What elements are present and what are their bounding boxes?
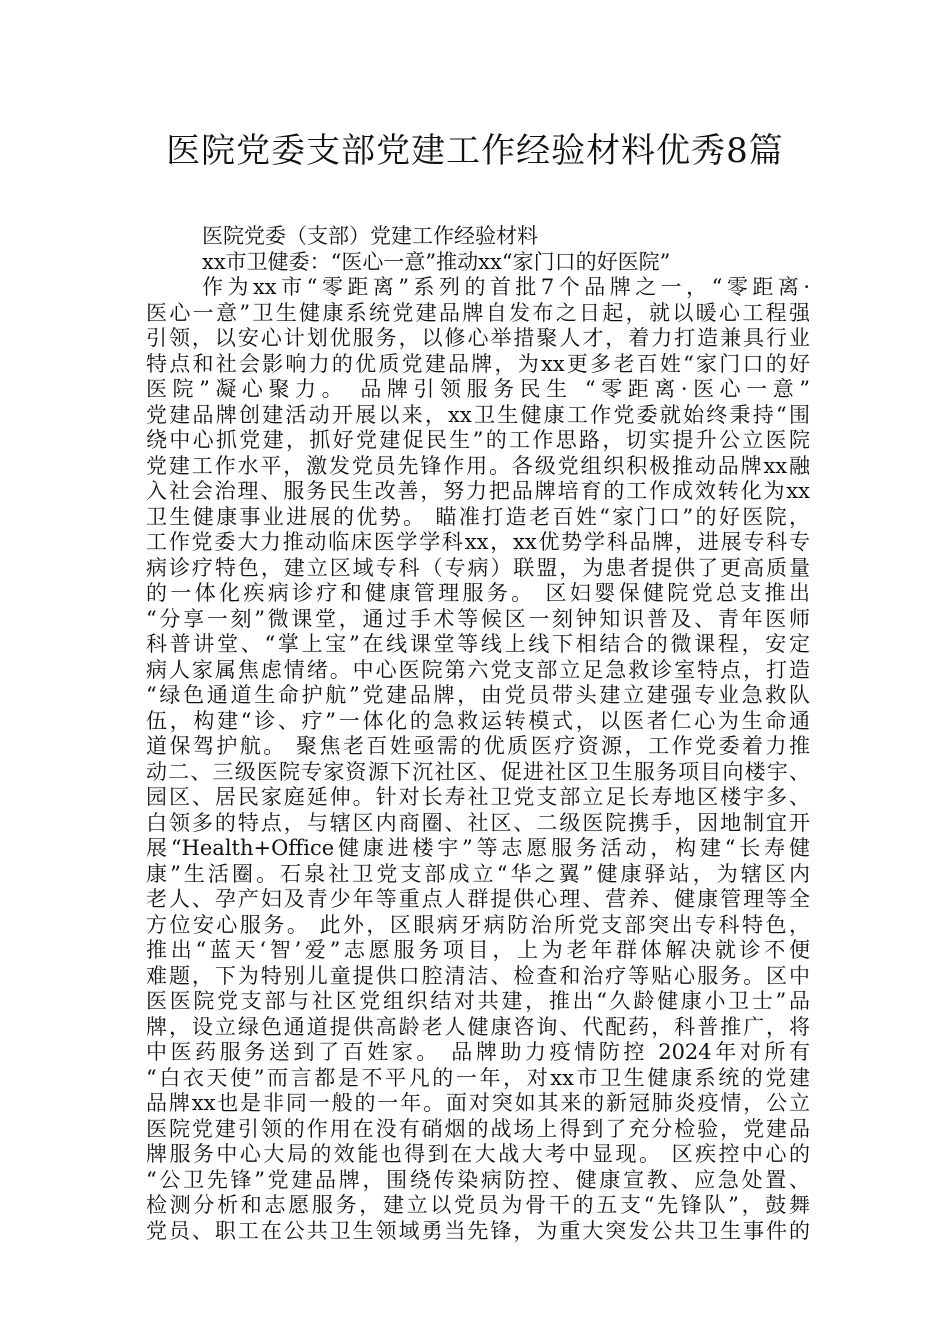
body-line: 康”生活圈。石泉社卫党支部成立“华之翼”健康驿站，为辖区内 xyxy=(146,861,810,886)
body-line: 绕中心抓党建，抓好党建促民生”的工作思路，切实提升公立医院 xyxy=(146,428,810,452)
body-line: 科普讲堂、“掌上宝”在线课堂等线上线下相结合的微课程，安定 xyxy=(146,632,810,656)
body-line: 园区、居民家庭延伸。针对长寿社卫党支部立足长寿地区楼宇多、 xyxy=(146,785,810,809)
body-line: 医心一意”卫生健康系统党建品牌自发布之日起，就以暖心工程强 xyxy=(146,300,810,325)
body-line: 入社会治理、服务民生改善，努力把品牌培育的工作成效转化为xx xyxy=(146,479,810,503)
body-line: 方位安心服务。 此外，区眼病牙病防治所党支部突出专科特色， xyxy=(146,912,810,937)
body-line: xx市卫健委：“医心一意”推动xx“家门口的好医院” xyxy=(202,249,671,274)
body-line: 党建工作水平，激发党员先锋作用。各级党组织积极推动品牌xx融 xyxy=(146,453,810,478)
body-line: 医院党委（支部）党建工作经验材料 xyxy=(202,224,538,248)
body-line: 道保驾护航。 聚焦老百姓亟需的优质医疗资源，工作党委着力推 xyxy=(146,734,810,758)
body-line: 的一体化疾病诊疗和健康管理服务。 区妇婴保健院党总支推出 xyxy=(146,581,810,605)
body-line: 动二、三级医院专家资源下沉社区、促进社区卫生服务项目向楼宇、 xyxy=(146,759,810,784)
body-line: 引领，以安心计划优服务，以修心举措聚人才，着力打造兼具行业 xyxy=(146,326,810,350)
body-line: 作为xx市“零距离”系列的首批7个品牌之一，“零距离· xyxy=(202,275,810,299)
body-line: 医院”凝心聚力。 品牌引领服务民生 “零距离·医心一意” xyxy=(146,377,810,401)
body-line: 医院党建引领的作用在没有硝烟的战场上得到了充分检验，党建品 xyxy=(146,1116,810,1141)
body-line: “绿色通道生命护航”党建品牌，由党员带头建立建强专业急救队 xyxy=(146,683,810,707)
body-line: “白衣天使”而言都是不平凡的一年，对xx市卫生健康系统的党建 xyxy=(146,1065,810,1090)
body-line: “分享一刻”微课堂，通过手术等候区一刻钟知识普及、青年医师 xyxy=(146,606,810,631)
body-line: 医医院党支部与社区党组织结对共建，推出“久龄健康小卫士”品 xyxy=(146,989,810,1013)
body-line: 伍，构建“诊、疗”一体化的急救运转模式，以医者仁心为生命通 xyxy=(146,708,810,733)
body-line: 白领多的特点，与辖区内商圈、社区、二级医院携手，因地制宜开 xyxy=(146,810,810,835)
body-line: 党员、职工在公共卫生领域勇当先锋，为重大突发公共卫生事件的 xyxy=(146,1218,810,1243)
body-line: 品牌xx也是非同一般的一年。面对突如其来的新冠肺炎疫情，公立 xyxy=(146,1091,810,1115)
document-body xyxy=(146,224,810,1244)
body-line: 病诊疗特色，建立区域专科（专病）联盟，为患者提供了更高质量 xyxy=(146,555,810,580)
body-line: “公卫先锋”党建品牌，围绕传染病防控、健康宣教、应急处置、 xyxy=(146,1167,810,1192)
body-line: 特点和社会影响力的优质党建品牌，为xx更多老百姓“家门口的好 xyxy=(146,351,810,376)
body-line: 展“Health+Office健康进楼宇”等志愿服务活动，构建“长寿健 xyxy=(146,836,810,860)
body-line: 工作党委大力推动临床医学学科xx，xx优势学科品牌，进展专科专 xyxy=(146,530,810,554)
body-line: 检测分析和志愿服务，建立以党员为骨干的五支“先锋队”，鼓舞 xyxy=(146,1193,810,1217)
document-title: 医院党委支部党建工作经验材料优秀8篇 xyxy=(166,131,784,171)
body-line: 党建品牌创建活动开展以来，xx卫生健康工作党委就始终秉持“围 xyxy=(146,402,810,427)
body-line: 推出“蓝天‘智’爱”志愿服务项目，上为老年群体解决就诊不便 xyxy=(146,938,810,962)
body-line: 病人家属焦虑情绪。中心医院第六党支部立足急救诊室特点，打造 xyxy=(146,657,810,682)
body-line: 牌服务中心大局的效能也得到在大战大考中显现。 区疾控中心的 xyxy=(146,1142,810,1166)
body-line: 牌，设立绿色通道提供高龄老人健康咨询、代配药，科普推广，将 xyxy=(146,1014,810,1039)
body-line: 老人、孕产妇及青少年等重点人群提供心理、营养、健康管理等全 xyxy=(146,887,810,911)
body-line: 中医药服务送到了百姓家。 品牌助力疫情防控 2024年对所有 xyxy=(146,1040,810,1064)
body-line: 卫生健康事业进展的优势。 瞄准打造老百姓“家门口”的好医院， xyxy=(146,504,810,529)
body-line: 难题，下为特别儿童提供口腔清洁、检查和治疗等贴心服务。区中 xyxy=(146,963,810,988)
